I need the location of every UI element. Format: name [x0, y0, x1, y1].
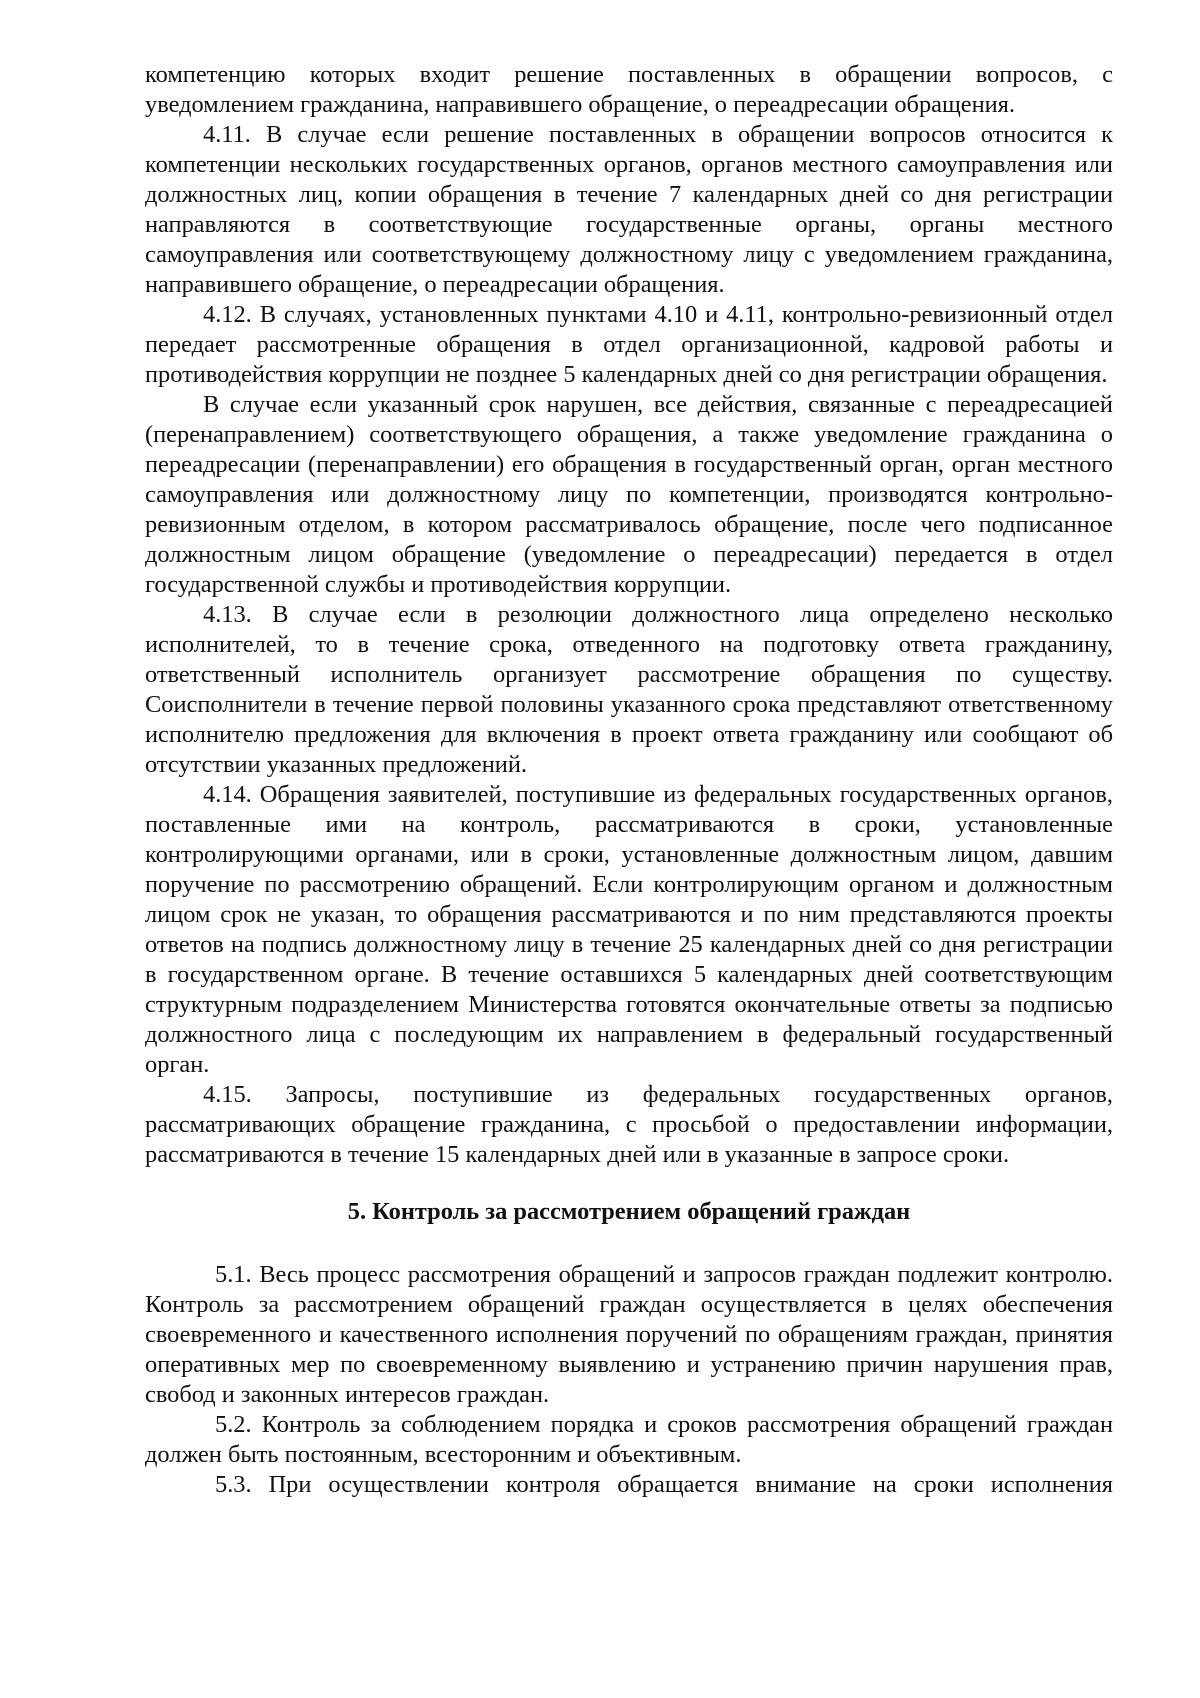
paragraph-5-3: 5.3. При осуществлении контроля обращается внимание на сроки исполнения: [215, 1471, 1113, 1498]
paragraph-5-1: 5.1. Весь процесс рассмотрения обращений и запросов граждан подлежит контролю. Контроль за рассмотрением обращений граждан осуществляется в целях обеспечения своевременного и качественного исполнения поручений по обращениям граждан, принятия оперативных мер по своевременному выявлению и устранению причин нарушения прав, свобод и законных интересов граждан.: [145, 1261, 1113, 1408]
document-page: [145, 60, 1113, 1500]
paragraph-4-13: 4.13. В случае если в резолюции должностного лица определено несколько исполнителей, то в течение срока, отведенного на подготовку ответа гражданину, ответственный исполнитель организует рассмотрение обращения по существу. Соисполнители в течение первой половины указанного срока представляют ответственному исполнителю предложения для включения в проект ответа гражданину или сообщают об отсутствии указанных предложений.: [145, 601, 1113, 778]
paragraph-4-12: 4.12. В случаях, установленных пунктами 4.10 и 4.11, контрольно-ревизионный отдел передает рассмотренные обращения в отдел организационной, кадровой работы и противодействия коррупции не позднее 5 календарных дней со дня регистрации обращения.: [145, 301, 1113, 388]
section-5-body: [145, 1260, 1113, 1500]
paragraph-5-2: 5.2. Контроль за соблюдением порядка и сроков рассмотрения обращений граждан должен быть постоянным, всесторонним и объективным.: [145, 1411, 1113, 1468]
paragraph-4-14: 4.14. Обращения заявителей, поступившие из федеральных государственных органов, поставленные ими на контроль, рассматриваются в сроки, установленные контролирующими органами, или в сроки, установленные должностным лицом, давшим поручение по рассмотрению обращений. Если контролирующим органом и должностным лицом срок не указан, то обращения рассматриваются и по ним представляются проекты ответов на подпись должностному лицу в течение 25 календарных дней со дня регистрации в государственном органе. В течение оставшихся 5 календарных дней соответствующим структурным подразделением Министерства готовятся окончательные ответы за подписью должностного лица с последующим их направлением в федеральный государственный орган.: [145, 781, 1113, 1078]
paragraph-4-11: 4.11. В случае если решение поставленных в обращении вопросов относится к компетенции нескольких государственных органов, органов местного самоуправления или должностных лиц, копии обращения в течение 7 календарных дней со дня регистрации направляются в соответствующие государственные органы, органы местного самоуправления или соответствующему должностному лицу с уведомлением гражданина, направившего обращение, о переадресации обращения.: [145, 121, 1113, 298]
section-5-title: 5. Контроль за рассмотрением обращений граждан: [347, 1198, 911, 1225]
paragraph-4-15: 4.15. Запросы, поступившие из федеральных государственных органов, рассматривающих обращение гражданина, с просьбой о предоставлении информации, рассматриваются в течение 15 календарных дней или в указанные в запросе сроки.: [145, 1081, 1113, 1168]
paragraph-continuation: компетенцию которых входит решение поставленных в обращении вопросов, с уведомлением гражданина, направившего обращение, о переадресации обращения.: [145, 61, 1113, 118]
paragraph-4-12-deadline-violation: В случае если указанный срок нарушен, все действия, связанные с переадресацией (перенаправлением) соответствующего обращения, а также уведомление гражданина о переадресации (перенаправлении) его обращения в государственный орган, орган местного самоуправления или должностному лицу по компетенции, производятся контрольно-ревизионным отделом, в котором рассматривалось обращение, после чего подписанное должностным лицом обращение (уведомление о переадресации) передается в отдел государственной службы и противодействия коррупции.: [145, 391, 1113, 598]
